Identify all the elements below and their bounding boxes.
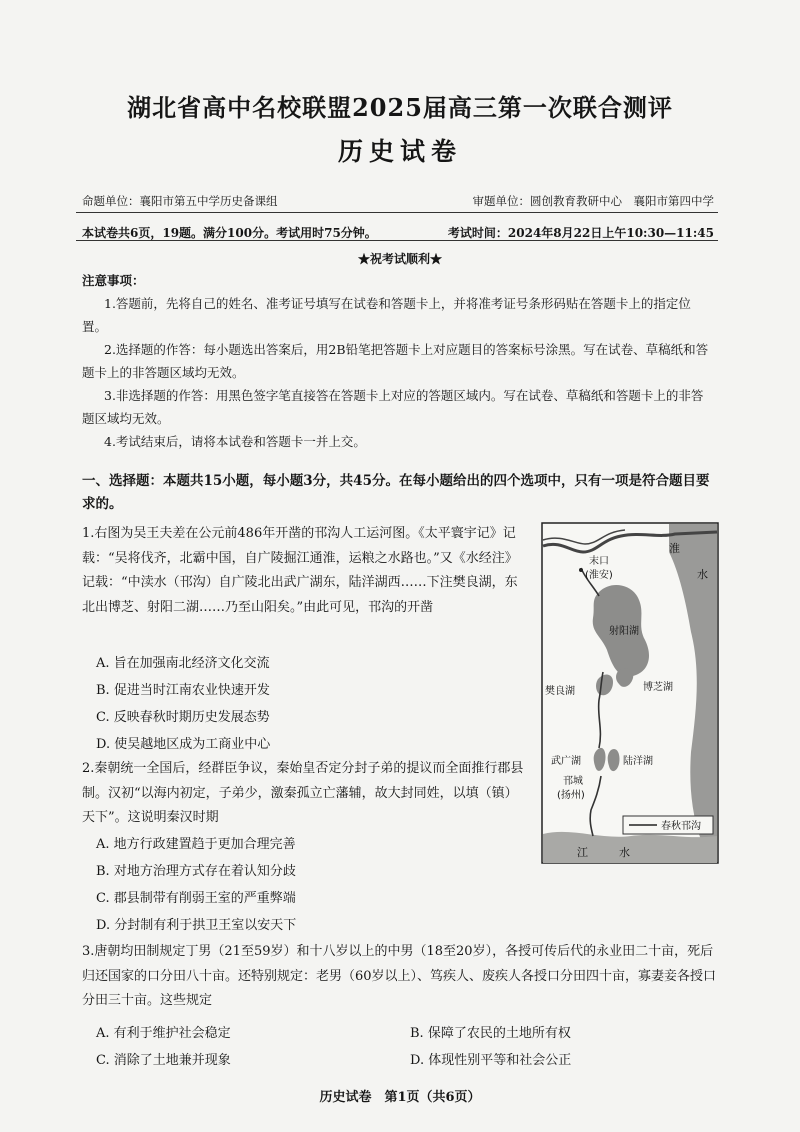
map-label: 樊良湖 [545,686,575,697]
exam-subject: 历史试卷 [337,137,462,166]
question-3-option-c[interactable]: C. 消除了土地兼并现象 [96,1053,231,1068]
map-label: 陆洋湖 [623,756,653,767]
question-1-option-b[interactable]: B. 促进当时江南农业快速开发 [96,683,270,698]
question-2-option-d[interactable]: D. 分封制有利于拱卫王室以安天下 [96,918,297,933]
question-1-option-c[interactable]: C. 反映春秋时期历史发展态势 [96,710,270,725]
question-3-option-b[interactable]: B. 保障了农民的土地所有权 [410,1026,571,1041]
notice-item: 2.选择题的作答：每小题选出答案后，用2B铅笔把答题卡上对应题目的答案标号涂黑。写在试卷、草稿纸和答题卡上的非答题区域均无效。 [82,342,709,380]
question-2-option-a[interactable]: A. 地方行政建置趋于更加合理完善 [96,837,296,852]
notice-item: 1.答题前，先将自己的姓名、准考证号填写在试卷和答题卡上，并将准考证号条形码贴在答题卡上的指定位置。 [82,296,691,334]
map-label: 末口 [589,556,609,567]
exam-time: 考试时间：2024年8月22日上午10:30—11:45 [447,226,714,240]
meta-info-row [82,224,714,241]
question-1-option-a[interactable]: A. 旨在加强南北经济文化交流 [96,656,270,671]
map-label: 水 [697,568,708,581]
map-label: 武广湖 [551,756,581,767]
meta-units-row [82,193,714,209]
map-label: 水 [619,846,630,859]
map-label: 博芝湖 [643,682,673,693]
mokou-point [579,568,583,572]
exam-wish: ★祝考试顺利★ [357,252,442,266]
map-label: (扬州) [557,790,585,801]
divider [76,240,718,241]
question-2-stem: 2.秦朝统一全国后，经群臣争议，秦始皇否定分封子弟的提议而全面推行郡县制。汉初“以海内初定，子弟少，激秦孤立亡藩辅，故大封同姓，以填（镇）天下”。这说明秦汉时期 [82,761,524,825]
reviewer-unit: 审题单位：圆创教育教研中心 襄阳市第四中学 [472,194,714,208]
question-3-stem: 3.唐朝均田制规定丁男（21至59岁）和十八岁以上的中男（18至20岁），各授可传后代的永业田二十亩，死后归还国家的口分田八十亩。还特别规定：老男（60岁以上）、笃疾人、废疾人各授口分田四十亩，寡妻妾各授口分田三十亩。这些规定 [82,944,717,1008]
question-1-stem: 1.右图为吴王夫差在公元前486年开凿的邗沟人工运河图。《太平寰宇记》记载：“吴将伐齐，北霸中国，自广陵掘江通淮，运粮之水路也。”又《水经注》记载：“中渎水（邗沟）自广陵北出武广湖东，陆洋湖西……下注樊良湖，东北出博芝、射阳二湖……乃至山阳矣。”由此可见，邗沟的开凿 [82,526,518,615]
map-label: 淮 [669,542,680,555]
exam-title: 湖北省高中名校联盟2025届高三第一次联合测评 [127,93,673,122]
notice-item: 3.非选择题的作答：用黑色签字笔直接答在答题卡上对应的答题区域内。写在试卷、草稿纸和答题卡上的非答题区域均无效。 [82,388,704,426]
question-1-option-d[interactable]: D. 使吴越地区成为工商业中心 [96,737,271,752]
map-label: 江 [577,846,588,859]
notice-heading: 注意事项： [82,273,145,288]
map-label: 邗城 [563,776,583,787]
divider [76,212,718,213]
map-legend-label: 春秋邗沟 [661,821,701,832]
question-2-option-c[interactable]: C. 郡县制带有削弱王室的严重弊端 [96,891,296,906]
notice-item: 4.考试结束后，请将本试卷和答题卡一并上交。 [104,434,366,449]
map-label: 射阳湖 [609,626,639,637]
hangou-canal-map [541,522,719,864]
map-label: (淮安) [585,570,613,581]
question-3-option-d[interactable]: D. 体现性别平等和社会公正 [410,1053,572,1068]
question-3-option-a[interactable]: A. 有利于维护社会稳定 [96,1026,231,1041]
paper-info: 本试卷共6页，19题。满分100分。考试用时75分钟。 [82,226,377,240]
question-2-option-b[interactable]: B. 对地方治理方式存在着认知分歧 [96,864,296,879]
proposer-unit: 命题单位：襄阳市第五中学历史备课组 [82,194,278,208]
section-heading: 一、选择题：本题共15小题，每小题3分，共45分。在每小题给出的四个选项中，只有一项是符合题目要求的。 [82,473,710,512]
page-footer: 历史试卷 第1页（共6页） [319,1090,481,1105]
